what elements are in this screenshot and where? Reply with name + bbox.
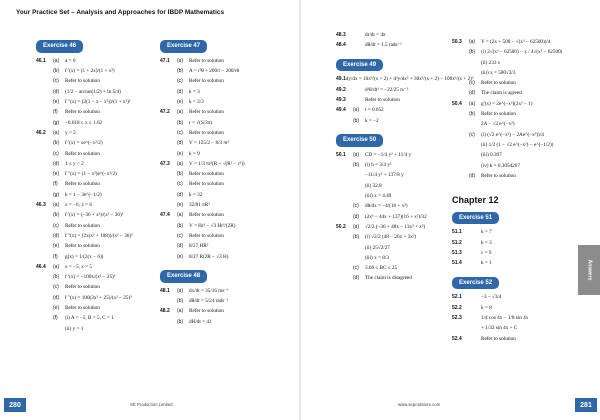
answer-text: 2A − √2 e^(−x²) — [481, 121, 515, 128]
question-number: 51.2 — [452, 239, 462, 246]
answer-text: The claim is agreed — [481, 90, 522, 97]
answer-text: 8/27 HR² — [189, 243, 209, 250]
answer-text: Refer to solution — [189, 78, 224, 85]
answer-text: Refer to solution — [189, 129, 224, 136]
part-label: (d) — [53, 232, 60, 239]
answer-text: Refer to solution — [481, 172, 516, 179]
answer-text: 8/27 R(2R − √3 H) — [189, 253, 229, 260]
part-label: (a) — [177, 308, 184, 315]
answer-row — [452, 174, 576, 184]
answer-row — [336, 276, 456, 286]
answers-side-tab[interactable]: Answers — [578, 245, 600, 295]
part-label: (b) — [177, 119, 184, 126]
part-label: (b) — [177, 222, 184, 229]
question-number: 47.3 — [160, 160, 170, 167]
part-label: (e) — [177, 150, 184, 157]
part-label: (d) — [469, 90, 476, 97]
answer-text: √2/2 (−36 + 48x − 13x² + x³) — [365, 223, 426, 230]
part-label: (a) — [53, 57, 60, 64]
part-label: (d) — [53, 160, 60, 167]
page-number-left: 280 — [4, 398, 26, 412]
answer-row — [36, 327, 154, 337]
chapter-heading: Chapter 12 — [452, 195, 499, 206]
part-label: (d) — [177, 88, 184, 95]
answer-row — [336, 184, 456, 194]
part-label: (b) — [53, 68, 60, 75]
answer-text: y = 2 — [65, 129, 76, 136]
answer-text: (iii) x = 8/3 — [365, 254, 389, 261]
question-number: 48.1 — [160, 287, 170, 294]
part-label: (f) — [53, 253, 58, 260]
part-label: (d) — [469, 172, 476, 179]
answer-text: f ′(x) = xe^(−x²/2) — [65, 140, 103, 147]
answer-text: a = 0 — [65, 57, 76, 64]
answer-text: k = 9 — [189, 150, 200, 157]
page-header: Your Practice Set – Analysis and Approaches for IBDP Mathematics — [16, 9, 225, 16]
part-label: (e) — [53, 171, 60, 178]
answer-text: (ii) 1/2 (1 − √2 e^(−x²) − e^(−1/2)) — [481, 141, 554, 148]
question-number: 52.2 — [452, 304, 462, 311]
question-number: 50.3 — [452, 39, 462, 45]
answer-text: (i) 2√(x² − 62500) − x / 4√(x² − 62500) — [481, 49, 563, 56]
part-label: (c) — [177, 78, 183, 85]
answer-text: g(x) = 1/(2(x − 6)) — [65, 253, 104, 260]
answer-text: f ″(x) = (1 − x²)e^(−x²/2) — [65, 171, 117, 178]
question-number: 50.1 — [336, 151, 346, 158]
answer-text: f ′(x) = (1 + 2x)/(1 + x²) — [65, 68, 115, 75]
part-label: (c) — [53, 78, 59, 85]
answer-row — [336, 119, 456, 129]
part-label: (b) — [53, 140, 60, 147]
answer-row — [160, 255, 294, 265]
question-number: 52.3 — [452, 315, 462, 322]
part-label: (d) — [177, 140, 184, 147]
answer-text: Refer to solution — [481, 80, 516, 87]
part-label: (a) — [177, 57, 184, 64]
part-label: (b) — [177, 68, 184, 75]
question-number: 49.4 — [336, 107, 346, 114]
question-number: 50.4 — [452, 100, 462, 107]
answer-text: Refer to solution — [189, 57, 224, 64]
answer-row — [336, 246, 456, 256]
answer-text: Refer to solution — [65, 181, 100, 188]
answer-text: −0.618 ≤ x ≤ 1.62 — [65, 119, 103, 126]
part-label: (a) — [177, 212, 184, 219]
answer-text: Refer to solution — [189, 308, 224, 315]
answer-text: Refer to solution — [481, 111, 516, 118]
part-label: (c) — [353, 265, 359, 272]
exercise-heading: Exercise 51 — [452, 212, 499, 225]
answer-text: k = 8 — [481, 304, 492, 311]
part-label: (d) — [353, 275, 360, 282]
answer-row — [160, 320, 294, 330]
part-label: (d) — [53, 294, 60, 301]
answer-text: r = √(S/3π) — [189, 119, 213, 126]
question-number: 48.3 — [336, 32, 346, 38]
question-number: 46.4 — [36, 263, 46, 270]
answer-text: (ii) 233 s — [481, 59, 500, 66]
footer-publisher: SE Production Limited — [130, 402, 173, 407]
part-label: (b) — [353, 162, 360, 169]
answer-text: (iii) 0.397 — [481, 152, 502, 159]
part-label: (e) — [53, 305, 60, 312]
question-number: 52.4 — [452, 335, 462, 342]
answer-text: k = 3 — [189, 88, 200, 95]
answers-column-2 — [160, 40, 294, 335]
answer-row — [36, 244, 154, 254]
answer-text: k = 3 — [481, 239, 492, 246]
part-label: (c) — [177, 129, 183, 136]
answer-text: g′(x) = 2e^(−x²)(2x² − 1) — [481, 100, 533, 107]
answer-row — [452, 143, 576, 153]
exercise-heading: Exercise 49 — [336, 59, 383, 72]
answer-text: Refer to solution — [189, 109, 224, 116]
answer-text: (i) (√2 e^(−x²) − 2Ae^(−x²))/4 — [481, 131, 544, 138]
question-number: 46.2 — [36, 129, 46, 136]
answer-text: Refer to solution — [65, 305, 100, 312]
answer-text: k = 1 — [481, 260, 492, 267]
part-label: (d) — [177, 191, 184, 198]
exercise-heading: Exercise 52 — [452, 277, 499, 290]
page-spine — [299, 0, 301, 420]
part-label: (g) — [53, 119, 60, 126]
answer-text: V = Hr² − √3 Hr³/(2R) — [189, 222, 236, 229]
answer-text: Refer to solution — [65, 109, 100, 116]
answer-text: (i) A = −5, B = 5, C = 1 — [65, 315, 114, 322]
answer-text: (i) √2/2 (48 − 26x + 3x²) — [365, 234, 417, 241]
part-label: (c) — [53, 150, 59, 157]
part-label: (a) — [53, 202, 60, 209]
answer-text: f ′(x) = (−36 + x²)/(x² − 36)² — [65, 212, 124, 219]
part-label: (e) — [177, 202, 184, 209]
answer-text: dθ/dx = −4/(16 + x²) — [365, 203, 408, 210]
part-label: (b) — [177, 298, 184, 305]
answer-row — [452, 337, 576, 347]
answer-row — [160, 244, 294, 254]
answer-text: dθ/dt = 5/24 rads⁻¹ — [189, 298, 229, 305]
answer-text: Refer to solution — [189, 171, 224, 178]
answer-text: Refer to solution — [65, 150, 100, 157]
answer-row — [452, 295, 576, 305]
part-label: (d) — [53, 88, 60, 95]
answer-row — [452, 50, 576, 60]
answer-text: x = −6, x = 6 — [65, 202, 92, 209]
part-label: (d) — [177, 243, 184, 250]
part-label: (f) — [53, 181, 58, 188]
part-label: (e) — [177, 253, 184, 260]
part-label: (c) — [177, 232, 183, 239]
answer-text: The claim is disagreed — [365, 275, 412, 282]
part-label: (a) — [469, 100, 476, 107]
answer-text: V = 1/3 πr²(R + √(R² − r²)) — [189, 160, 245, 167]
answer-text: (i) h = 3/4 y² — [365, 162, 392, 169]
part-label: (b) — [53, 274, 60, 281]
answer-text: Refer to solution — [481, 335, 516, 342]
answer-text: 1 ≤ y < 2 — [65, 160, 84, 167]
part-label: (a) — [53, 129, 60, 136]
exercise-heading: Exercise 46 — [36, 40, 83, 53]
answer-text: dx/dt = 35/16 ms⁻¹ — [189, 287, 229, 294]
answers-column-4 — [452, 40, 576, 352]
part-label: (a) — [353, 151, 360, 158]
part-label: (a) — [353, 223, 360, 230]
question-number: 51.4 — [452, 260, 462, 267]
answer-text: dθ/dt = 1.5 rads⁻¹ — [365, 42, 402, 49]
answer-text: d²θ/dt² = −22/25 rs⁻² — [365, 86, 409, 93]
part-label: (f) — [53, 109, 58, 116]
answer-text: (ii) 32.8 — [365, 182, 382, 189]
question-number: 47.1 — [160, 57, 170, 64]
exercise-heading: Exercise 50 — [336, 134, 383, 147]
part-label: (e) — [53, 99, 60, 106]
answer-text: 1/4 cos 4x − 1/8 sin 4x — [481, 315, 529, 322]
part-label: (c) — [177, 181, 183, 188]
answer-text: k = 32 — [189, 191, 203, 198]
answer-text: Refer to solution — [189, 181, 224, 188]
part-label: (a) — [469, 39, 476, 45]
part-label: (c) — [53, 222, 59, 229]
exercise-heading: Exercise 48 — [160, 270, 207, 283]
answer-text: k = 1 − 3e^(−1/2) — [65, 191, 102, 198]
answer-text: dH/dt = 41 — [189, 318, 212, 325]
answer-text: + 1/32 sin 4x + C — [481, 325, 518, 332]
part-label: (a) — [177, 287, 184, 294]
answer-text: CD = −1/4 y² + 11/4 y — [365, 151, 412, 158]
answer-text: (iii) x = 500√3/3 — [481, 69, 516, 76]
part-label: (b) — [177, 171, 184, 178]
part-label: (c) — [353, 203, 359, 210]
answer-text: t = 0.652 — [365, 107, 384, 114]
exercise-heading: Exercise 47 — [160, 40, 207, 53]
answer-text: V = 125/2 − 8/3 πr³ — [189, 140, 230, 147]
part-label: (b) — [469, 49, 476, 56]
answer-text: k = 7 — [481, 229, 492, 236]
question-number: 51.3 — [452, 249, 462, 256]
question-number: 51.1 — [452, 229, 462, 236]
answer-text: dy/dx = 10x³/(x + 2) + d²y/dx² + 30x²/(x + 2) − 100x³/(x + 2)² — [345, 76, 474, 83]
answer-text: Refer to solution — [65, 222, 100, 229]
answer-row — [336, 173, 456, 183]
part-label: (a) — [353, 107, 360, 114]
part-label: (b) — [469, 111, 476, 118]
question-number: 52.1 — [452, 294, 462, 301]
question-number: 49.3 — [336, 97, 346, 104]
part-label: (e) — [177, 99, 184, 106]
question-number: 46.1 — [36, 57, 46, 64]
question-number: 48.2 — [160, 308, 170, 315]
part-label: (a) — [177, 109, 184, 116]
answer-text: 3.06 ≤ BC ≤ 25 — [365, 265, 398, 272]
part-label: (a) — [177, 160, 184, 167]
answer-row — [452, 261, 576, 271]
answer-text: Refer to solution — [65, 243, 100, 250]
answer-row — [336, 235, 456, 245]
question-number: 46.3 — [36, 202, 46, 209]
answer-text: Refer to solution — [365, 97, 400, 104]
part-label: (b) — [353, 234, 360, 241]
answer-text: Refer to solution — [189, 232, 224, 239]
answer-text: f ″(x) = (2x(x² + 108))/(x² − 36)³ — [65, 232, 133, 239]
answer-text: (ii) 25√2/27 — [365, 244, 390, 251]
answer-text: Refer to solution — [65, 284, 100, 291]
question-number: 50.2 — [336, 223, 346, 230]
answer-text: f ″(x) = (2(1 − x − x²))/(1 + x²)² — [65, 99, 131, 106]
part-label: (f) — [53, 315, 58, 322]
answer-text: (2x³ − 44x + 137)(16 + x²)/32 — [365, 213, 427, 220]
footer-website: www.seprodstore.com — [398, 402, 441, 407]
part-label: (b) — [177, 318, 184, 325]
answer-text: f ′(x) = −100x/(x² − 25)² — [65, 274, 116, 281]
answer-text: (iii) x = 4.49 — [365, 193, 392, 200]
part-label: (e) — [53, 243, 60, 250]
page-number-right: 281 — [575, 398, 597, 412]
answer-text: c = 9 — [481, 249, 492, 256]
answer-text: A = r²θ + 200/r − 200/rθ — [189, 68, 240, 75]
answer-row — [452, 251, 576, 261]
answer-text: Y = (2x + 500 − √(x² − 62500))/4 — [481, 39, 551, 45]
answer-text: 32/81 πR³ — [189, 202, 210, 209]
answer-row — [452, 241, 576, 251]
part-label: (a) — [53, 263, 60, 270]
answer-text: −3 − √3/4 — [481, 294, 502, 301]
answers-column-1 — [36, 40, 154, 342]
answer-text: x = −5, x = 5 — [65, 263, 92, 270]
part-label: (c) — [469, 80, 475, 87]
question-number: 49.2 — [336, 86, 346, 93]
part-label: (d) — [353, 213, 360, 220]
answer-text: k = −2 — [365, 117, 379, 124]
answer-text: (ii) y = 1 — [65, 325, 84, 332]
answer-row — [336, 43, 456, 53]
part-label: (c) — [53, 284, 59, 291]
question-number: 47.4 — [160, 212, 170, 219]
part-label: (b) — [353, 117, 360, 124]
answer-text: (1/2 − arctan(1/2) + ln 5/4) — [65, 88, 121, 95]
answer-row — [452, 230, 576, 240]
answer-text: (iv) k = 0.3054267 — [481, 162, 520, 169]
answer-text: dr/dt = 4π — [365, 32, 386, 38]
question-number: 47.2 — [160, 109, 170, 116]
answer-text: k = 2/3 — [189, 99, 204, 106]
part-label: (b) — [53, 212, 60, 219]
part-label: (g) — [53, 191, 60, 198]
question-number: 49.1 — [336, 76, 346, 83]
question-number: 48.4 — [336, 42, 346, 49]
answer-text: Refer to solution — [65, 78, 100, 85]
answer-text: −11/4 y² + 137/8 y — [365, 172, 404, 179]
answer-row — [36, 316, 154, 326]
answer-text: Refer to solution — [189, 212, 224, 219]
answer-text: f ″(x) = 100(3x² + 25)/(x² − 25)³ — [65, 294, 132, 301]
part-label: (c) — [469, 131, 475, 138]
